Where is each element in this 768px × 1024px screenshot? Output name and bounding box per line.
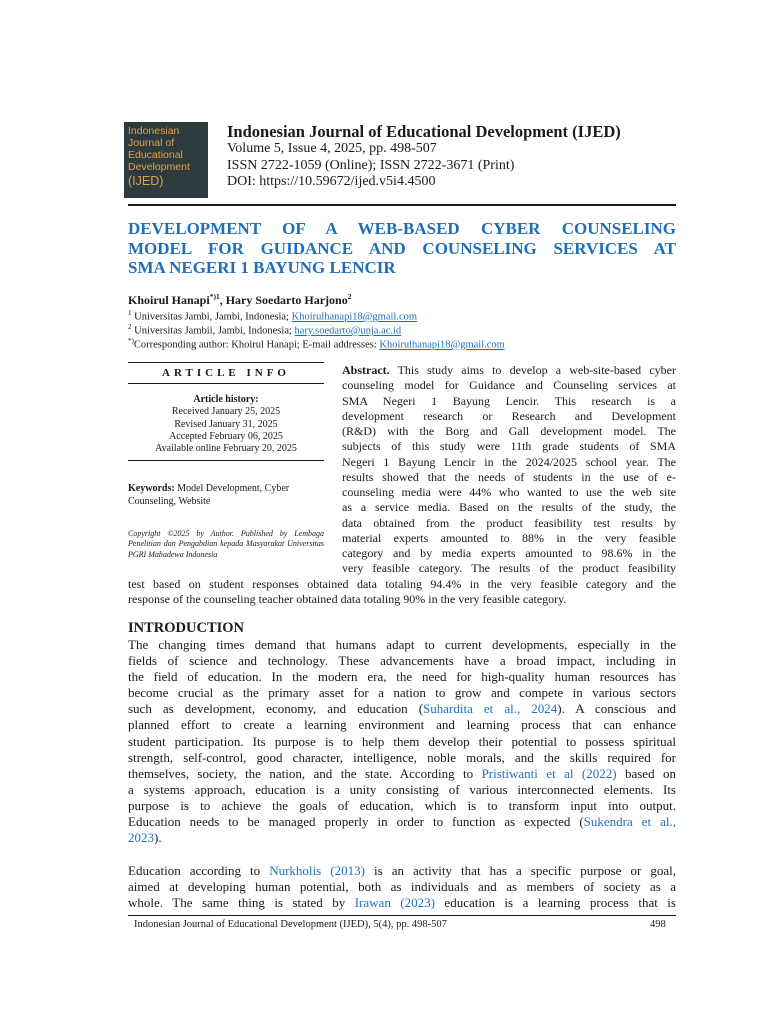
title-line: DEVELOPMENT OF A WEB-BASED CYBER COUNSELING (128, 219, 676, 238)
email-link[interactable]: hary.soedarto@unja.ac.id (294, 325, 402, 337)
info-rule (128, 362, 324, 363)
abstract-line: as a service media. Based on the results of the study, the (342, 500, 676, 515)
logo-text: Indonesian (128, 125, 180, 137)
copyright-notice: Copyright ©2025 by Author. Published by Lembaga Penelitian dan Pengabdian kepada Masyarakat Universitas PGRI Mahadewa Indonesia (128, 529, 324, 559)
para-line: become crucial as the primary asset for a nation to grow and compete in various sectors (128, 685, 676, 701)
email-link[interactable]: Khoirulhanapi18@gmail.com (379, 339, 505, 351)
history-label: Article history: (193, 394, 259, 405)
abstract-line: counseling media were 44% who wanted to use the web site (342, 485, 676, 499)
para-line (128, 766, 676, 782)
para-line: student participation. Its purpose is to help them develop their potential to possess spiritual (128, 733, 676, 749)
author-name: Khoirul Hanapi (128, 293, 210, 307)
para-line: the field of education. In the modern era, the need for high-quality human resources has (128, 669, 676, 685)
keywords (128, 483, 324, 508)
email-link[interactable]: Khoirulhanapi18@gmail.com (291, 311, 418, 323)
abstract-line: development research or Research and Development (342, 408, 676, 423)
abstract-line: Negeri 1 Bayung Lencir in the 2024/2025 school year. The (342, 454, 676, 469)
text: such as development, economy, and education (128, 701, 419, 717)
citation-link[interactable]: Irawan (2023) (354, 895, 435, 911)
abstract-continued (128, 577, 676, 608)
abstract-line: SMA Negeri 1 Bayung Lencir. This research is a (342, 393, 676, 408)
logo-text: (IJED) (128, 174, 164, 188)
text: themselves, society, the nation, and the state. According to (128, 765, 482, 781)
keywords-label: Keywords: (128, 483, 175, 494)
abstract-line: material experts amounted to 88% in the very feasible (342, 530, 676, 545)
journal-doi: DOI: https://10.59672/ijed.v5i4.4500 (227, 174, 436, 189)
available-date: Available online February 20, 2025 (155, 443, 297, 455)
text: . A conscious and (561, 701, 677, 717)
para-line: strength, self-control, good character, intelligence, noble morals, and the skills required for (128, 749, 676, 765)
title-line: SMA NEGERI 1 BAYUNG LENCIR (128, 258, 396, 277)
header-rule (128, 204, 676, 206)
text: Education according to (128, 863, 270, 878)
text: is an activity that has a specific purpose or goal, (364, 863, 676, 878)
journal-issn: ISSN 2722-1059 (Online); ISSN 2722-3671 (Print) (227, 157, 515, 173)
accepted-date: Accepted February 06, 2025 (169, 430, 283, 442)
citation-link[interactable]: Nurkholis (2013) (269, 863, 365, 878)
intro-paragraph-2 (128, 863, 676, 911)
abstract-text: This study aims to develop a web-site-based cyber (389, 363, 676, 377)
abstract-label: Abstract. (342, 363, 390, 377)
text: based on (616, 765, 676, 781)
citation-link[interactable]: Sukendra et al., (583, 814, 676, 830)
keywords-text: Model Development, Cyber Counseling, Website (128, 483, 290, 507)
abstract-line: (R&D) with the Borg and Gall development model. The (342, 424, 676, 438)
revised-date: Revised January 31, 2025 (174, 418, 278, 430)
abstract-line: data obtained from the product feasibility test results by (342, 515, 676, 530)
intro-paragraph-1 (128, 637, 676, 846)
abstract-line (342, 363, 676, 378)
article-info-heading: ARTICLE INFO (162, 367, 290, 379)
abstract-line: response of the counseling teacher obtained data totaling 90% in the very feasible category. (128, 592, 567, 607)
citation-link[interactable]: Suhardita et al., 2024 (423, 701, 558, 717)
logo-text: Development (128, 161, 190, 173)
author-name: , Hary Soedarto Harjono (219, 293, 348, 307)
abstract-line: results showed that the needs of students in the use of e- (342, 469, 676, 484)
aff-sup: *) (128, 337, 134, 345)
para-line: a systems approach, education is a unity consisting of various interconnected elements. Its (128, 781, 676, 797)
author-sup: 2 (347, 292, 352, 301)
abstract-line: category and by media experts amounted to 98.6% in the (342, 546, 676, 560)
author-list (128, 292, 351, 308)
aff-text: Universitas Jambii, Jambi, Indonesia; (131, 325, 295, 337)
page-number: 498 (650, 919, 666, 930)
footer-citation: Indonesian Journal of Educational Development (IJED), 5(4), pp. 498-507 (134, 919, 447, 930)
para-line: purpose is to achieve the goals of education, which is to transform input into output. (128, 797, 676, 813)
abstract-line: test based on student responses obtained data totaling 94.4% in the very feasible category and the (128, 577, 676, 591)
title-line: MODEL FOR GUIDANCE AND COUNSELING SERVICES AT (128, 238, 676, 258)
para-line: such as development, economy, and education (Suhardita et al., 2024). A conscious and (128, 701, 677, 717)
text: . (158, 830, 162, 846)
para-line: planned effort to create a learning environment and learning process that can enhance (128, 717, 676, 733)
article-title (128, 219, 676, 278)
para-line (128, 895, 676, 911)
text: whole. The same thing is stated by (128, 895, 355, 911)
text: Education needs to be managed properly in order to function as expected (128, 814, 580, 830)
received-date: Received January 25, 2025 (171, 406, 281, 418)
abstract-line: counseling model for Guidance and Counseling services at (342, 378, 676, 393)
info-rule (128, 383, 324, 384)
author-sup: *)1 (209, 292, 220, 301)
journal-header (227, 122, 687, 191)
footer-rule (128, 915, 676, 916)
aff-text: Universitas Jambi, Jambi, Indonesia; (131, 311, 292, 323)
aff-sup: 1 (128, 309, 132, 317)
abstract-line: very feasible category. The results of the product feasibility (342, 561, 676, 576)
info-rule (128, 460, 324, 461)
para-line: fields of science and technology. These advancements have a broad impact, including in (128, 653, 676, 669)
para-line (128, 863, 676, 879)
aff-text: Corresponding author: Khoirul Hanapi; E-mail addresses: (133, 339, 380, 351)
section-heading: INTRODUCTION (128, 620, 245, 636)
abstract (342, 363, 676, 577)
text: education is a learning process that is (434, 895, 676, 911)
para-line: 2023). (128, 830, 162, 846)
citation-link[interactable]: Pristiwanti et al (2022) (481, 765, 617, 781)
para-line: Education needs to be managed properly in order to function as expected (Sukendra et al., (128, 814, 676, 830)
abstract-line: subjects of this study were 11th grade students of SMA (342, 439, 676, 454)
journal-logo (124, 122, 208, 198)
aff-sup: 2 (128, 323, 132, 331)
para-line: The changing times demand that humans adapt to current developments, especially in the (128, 637, 676, 652)
journal-volume: Volume 5, Issue 4, 2025, pp. 498-507 (227, 141, 437, 156)
logo-text: Educational (128, 149, 183, 161)
logo-text: Journal of (128, 137, 175, 149)
corresponding-author (128, 335, 505, 352)
citation-link[interactable]: 2023 (128, 830, 154, 846)
para-line: aimed at developing human potential, both as individuals and as members of society as a (128, 879, 676, 895)
article-history (128, 394, 324, 455)
journal-title: Indonesian Journal of Educational Development (IJED) (227, 122, 621, 141)
